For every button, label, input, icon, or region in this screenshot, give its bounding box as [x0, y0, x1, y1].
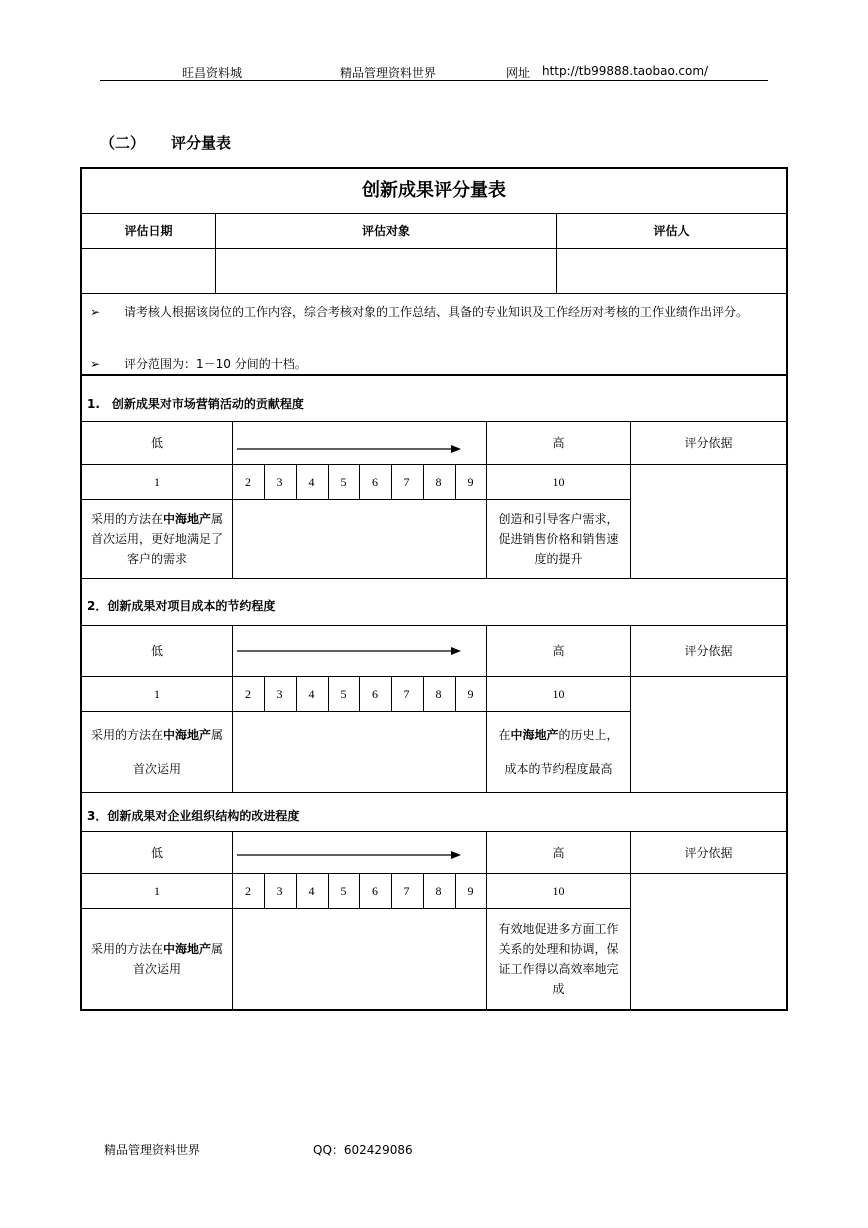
criterion-1-title: 1. 创新成果对市场营销活动的贡献程度	[87, 397, 304, 411]
arrow-bullet-icon: ➢	[90, 357, 101, 371]
col-rule	[486, 421, 487, 578]
col-rule	[486, 831, 487, 1009]
scale-4: 4	[308, 475, 315, 489]
scale-7: 7	[403, 475, 410, 489]
row-rule	[82, 374, 786, 376]
col-rule	[296, 464, 297, 499]
scale-2: 2	[245, 687, 251, 701]
criterion-3-title: 3．创新成果对企业组织结构的改进程度	[87, 809, 300, 823]
col-rule	[455, 464, 456, 499]
col-rule	[630, 831, 631, 1009]
col-rule	[423, 676, 424, 711]
col-rule	[391, 464, 392, 499]
scale-6: 6	[372, 475, 378, 489]
criterion-2-low-desc	[82, 712, 232, 792]
arrow-right-icon	[233, 832, 486, 873]
low-label: 低	[150, 644, 163, 658]
scale-8: 8	[435, 687, 442, 701]
scale-10: 10	[552, 475, 565, 489]
col-rule	[486, 625, 487, 792]
basis-label: 评分依据	[684, 845, 733, 860]
scale-5: 5	[340, 884, 347, 898]
company-name: 中海地产	[162, 942, 211, 956]
table-title: 创新成果评分量表	[362, 180, 506, 201]
header-url-label: 网址	[506, 66, 531, 80]
col-rule	[455, 873, 456, 908]
col-rule	[232, 421, 233, 578]
high-label: 高	[552, 845, 565, 860]
eval-date-field[interactable]	[82, 249, 215, 293]
company-name: 中海地产	[510, 728, 559, 742]
basis-label: 评分依据	[684, 436, 733, 450]
low-desc-text: 属首次运用	[132, 728, 224, 776]
low-label: 低	[150, 436, 163, 450]
header-rule	[100, 80, 768, 81]
section-title	[100, 132, 231, 153]
col-rule	[328, 464, 329, 499]
low-desc-text: 属首次运用	[132, 942, 224, 976]
footer-qq: QQ：602429086	[313, 1143, 413, 1157]
col-rule	[359, 676, 360, 711]
arrow-bullet-icon: ➢	[90, 305, 101, 319]
col-eval-date: 评估日期	[124, 224, 173, 238]
col-rule	[359, 873, 360, 908]
criterion-1-high-desc	[487, 500, 630, 578]
company-name: 中海地产	[162, 728, 211, 742]
col-rule	[264, 873, 265, 908]
col-rule	[232, 625, 233, 792]
header-left: 旺昌资料城	[182, 66, 243, 80]
criterion-1-low-desc	[82, 500, 232, 578]
high-desc-text: 的历史上，成本的节约程度最高	[504, 728, 619, 776]
scale-9: 9	[467, 475, 474, 489]
scale-3: 3	[276, 687, 283, 701]
criterion-3-basis-field[interactable]	[631, 874, 786, 1009]
note-1-text: 请考核人根据该岗位的工作内容，综合考核对象的工作总结、具备的专业知识及工作经历对考核的工作业绩作出评分。	[124, 305, 749, 319]
low-desc-text: 采用的方法在	[90, 512, 163, 526]
scale-4: 4	[308, 687, 315, 701]
col-rule	[630, 625, 631, 792]
col-rule	[630, 421, 631, 578]
high-desc-text: 在	[498, 728, 511, 742]
col-eval-target: 评估对象	[361, 224, 410, 238]
col-rule	[296, 873, 297, 908]
criterion-2-high-desc	[487, 712, 630, 792]
scale-9: 9	[467, 884, 474, 898]
criterion-3-high-desc	[487, 909, 630, 1009]
low-label: 低	[150, 845, 163, 860]
basis-label: 评分依据	[684, 644, 733, 658]
section-number: （二）	[100, 134, 146, 152]
col-rule	[423, 873, 424, 908]
col-rule	[232, 831, 233, 1009]
scale-1: 1	[154, 687, 160, 701]
header-url: http://tb99888.taobao.com/	[542, 64, 709, 78]
col-rule	[423, 464, 424, 499]
criterion-2-title: 2．创新成果对项目成本的节约程度	[87, 599, 276, 613]
low-desc-text: 采用的方法在	[90, 942, 163, 956]
scale-2: 2	[245, 884, 251, 898]
section-title-text: 评分量表	[171, 134, 232, 152]
scale-7: 7	[403, 687, 410, 701]
col-rule	[328, 676, 329, 711]
scale-5: 5	[340, 687, 347, 701]
scale-10: 10	[552, 687, 565, 701]
arrow-right-icon	[233, 422, 486, 464]
low-desc-text: 采用的方法在	[90, 728, 163, 742]
scale-3: 3	[276, 884, 283, 898]
criterion-3-low-desc	[82, 909, 232, 1009]
col-rule	[359, 464, 360, 499]
col-rule	[391, 676, 392, 711]
low-desc-text: 属首次运用，更好地满足了客户的需求	[90, 512, 224, 566]
col-rule	[455, 676, 456, 711]
col-rule	[264, 464, 265, 499]
arrow-right-icon	[233, 626, 486, 676]
note-1	[90, 302, 780, 322]
scale-1: 1	[154, 884, 160, 898]
scale-6: 6	[372, 884, 378, 898]
scale-1: 1	[154, 475, 160, 489]
row-rule	[82, 578, 786, 579]
scale-9: 9	[467, 687, 474, 701]
note-2-text: 评分范围为：1－10 分间的十档。	[124, 357, 307, 371]
col-rule	[391, 873, 392, 908]
note-2	[90, 354, 780, 374]
scale-7: 7	[403, 884, 410, 898]
col-rule	[264, 676, 265, 711]
col-rule	[296, 676, 297, 711]
scale-10: 10	[552, 884, 565, 898]
footer-left: 精品管理资料世界	[104, 1143, 201, 1157]
eval-target-field[interactable]	[216, 249, 556, 293]
col-evaluator: 评估人	[653, 224, 690, 238]
header-center: 精品管理资料世界	[340, 66, 437, 80]
row-rule	[82, 293, 786, 294]
high-label: 高	[552, 644, 565, 658]
row-rule	[82, 792, 786, 793]
scale-6: 6	[372, 687, 378, 701]
company-name: 中海地产	[162, 512, 211, 526]
high-desc-text: 创造和引导客户需求，促进销售价格和销售速度的提升	[498, 512, 619, 566]
criterion-2-basis-field[interactable]	[631, 677, 786, 792]
evaluator-field[interactable]	[557, 249, 786, 293]
criterion-1-basis-field[interactable]	[631, 465, 786, 578]
scale-5: 5	[340, 475, 347, 489]
high-label: 高	[552, 436, 565, 450]
scale-2: 2	[245, 475, 251, 489]
scale-8: 8	[435, 475, 442, 489]
scale-3: 3	[276, 475, 283, 489]
col-rule	[328, 873, 329, 908]
high-desc-text: 有效地促进多方面工作关系的处理和协调，保证工作得以高效率地完成	[498, 922, 619, 996]
scale-8: 8	[435, 884, 442, 898]
scale-4: 4	[308, 884, 315, 898]
